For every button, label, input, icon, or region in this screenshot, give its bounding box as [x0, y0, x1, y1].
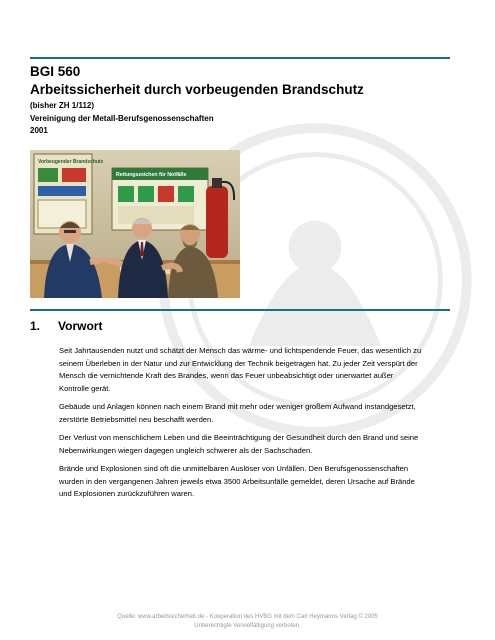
paragraph: Der Verlust von menschlichem Leben und die Beeinträchtigung der Gesundheit durch den Brand und seine Nebenwirkungen wiegen dagegen ungleich schwerer als der Sachschaden.: [59, 433, 419, 455]
section-title: Vorwort: [58, 319, 103, 333]
section-rule: [30, 309, 450, 311]
document-code: BGI 560: [30, 64, 81, 79]
publication-year: 2001: [30, 126, 48, 135]
section-body: [59, 345, 424, 507]
paragraph: Seit Jahrtausenden nutzt und schätzt der Mensch das wärme- und lichtspendende Feuer, das wesentlich zu seinem Überleben in der Natur und zur Entwicklung der Technik beigetragen hat. Zu jeder Zeit verspürt der Mensch die vernichtende Kraft des Brandes, wenn das Feuer unbeabsichtigt oder unerwartet außer Kontrolle gerät.: [59, 346, 422, 393]
footer-source: Quelle: www.arbeitssicherheit.de - Kooperation des HVBG mit dem Carl Heymanns Verlag © 2005: [117, 614, 378, 620]
previous-code: (bisher ZH 1/112): [30, 101, 95, 110]
section-heading: [30, 318, 102, 334]
poster-left-title: Vorbeugender Brandschutz: [38, 159, 104, 165]
section-number: 1.: [30, 319, 41, 333]
page-footer: [0, 613, 495, 631]
meeting-photo: [30, 150, 240, 298]
paragraph: Brände und Explosionen sind oft die unmittelbaren Auslöser von Unfällen. Den Berufsgenossenschaften wurden in den vergangenen Jahren jeweils etwa 3500 Arbeitsunfälle gemeldet, deren Ursache auf Brände und Explosionen zurückzuführen waren.: [59, 464, 415, 498]
document-meta: [30, 100, 470, 138]
header-rule: [30, 57, 450, 59]
document-heading: Arbeitssicherheit durch vorbeugenden Brandschutz: [30, 82, 364, 97]
poster-center-title: Rettungszeichen für Notfälle: [116, 172, 187, 178]
footer-copyright: Unberechtigte Vervielfältigung verboten.: [194, 623, 301, 629]
publisher: Vereinigung der Metall-Berufsgenossenschaften: [30, 113, 214, 123]
document-title: [30, 63, 470, 99]
paragraph: Gebäude und Anlagen können nach einem Brand mit mehr oder weniger großem Aufwand instandgesetzt, zerstörte Betriebsmittel neu beschafft werden.: [59, 402, 416, 424]
